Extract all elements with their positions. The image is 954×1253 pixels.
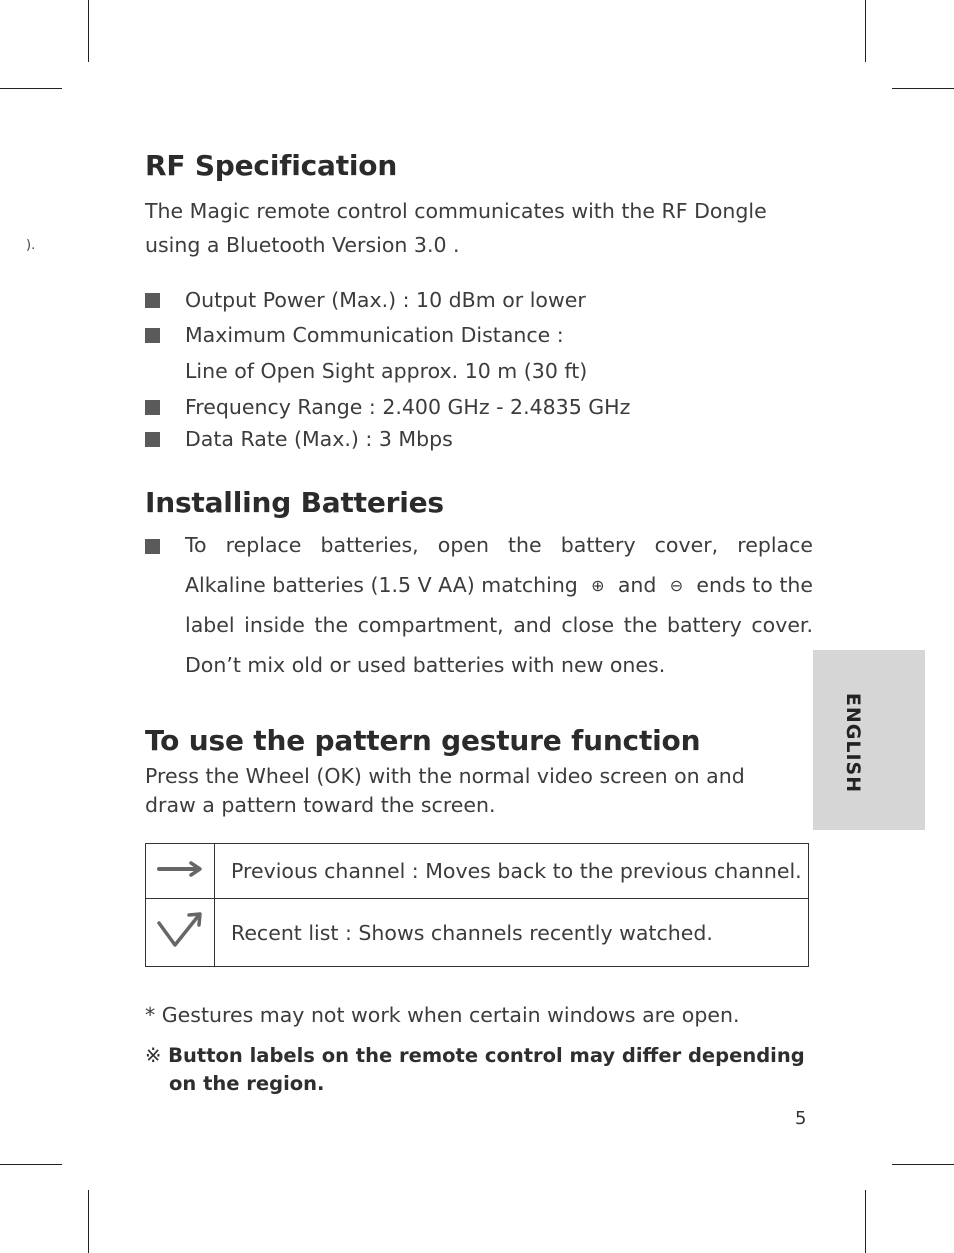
crop-mark [865, 1190, 866, 1253]
crop-mark [88, 1190, 89, 1253]
table-row [146, 899, 809, 967]
region-note: ※ Button labels on the remote control may differ depending [145, 1044, 805, 1067]
gesture-icon-cell [146, 899, 215, 967]
bullet-square-icon [145, 293, 160, 308]
page-number: 5 [795, 1108, 807, 1129]
batteries-item: To replace batteries, open the battery cover, replace Alkaline batteries (1.5 V AA) matching ⊕ and ⊖ ends to the label inside the compartment, and close the battery cover. Don’t mix old or used batteries with new ones. [145, 533, 815, 673]
rf-intro-line: The Magic remote control communicates with the RF Dongle [145, 199, 767, 223]
bullet-square-icon [145, 400, 160, 415]
gesture-intro-line: draw a pattern toward the screen. [145, 793, 496, 817]
crop-mark [0, 1164, 62, 1165]
gesture-description: Previous channel : Moves back to the previous channel. [215, 844, 809, 899]
stray-mark: ). [26, 238, 36, 253]
plus-terminal-icon: ⊕ [591, 576, 605, 595]
gesture-intro-line: Press the Wheel (OK) with the normal video screen on and [145, 764, 745, 788]
region-note-continuation: on the region. [169, 1072, 325, 1095]
bullet-square-icon [145, 432, 160, 447]
gesture-footnote: * Gestures may not work when certain windows are open. [145, 1003, 740, 1027]
crop-mark [892, 88, 954, 89]
batteries-title: Installing Batteries [145, 486, 444, 519]
crop-mark [88, 0, 89, 62]
table-row [146, 844, 809, 899]
rf-intro-line: using a Bluetooth Version 3.0 . [145, 233, 460, 257]
language-label: ENGLISH [842, 692, 864, 794]
right-arrow-gesture-icon [155, 859, 205, 879]
minus-terminal-icon: ⊖ [669, 576, 684, 595]
bullet-square-icon [145, 539, 160, 554]
gesture-icon-cell [146, 844, 215, 899]
check-arrow-gesture-icon [155, 909, 205, 951]
gesture-title: To use the pattern gesture function [145, 724, 701, 757]
crop-mark [865, 0, 866, 62]
reference-mark-icon: ※ [145, 1044, 162, 1067]
crop-mark [0, 88, 62, 89]
gesture-description: Recent list : Shows channels recently watched. [215, 899, 809, 967]
gesture-table [145, 843, 809, 967]
bullet-square-icon [145, 328, 160, 343]
rf-spec-title: RF Specification [145, 149, 398, 182]
language-side-tab [813, 650, 925, 830]
crop-mark [892, 1164, 954, 1165]
